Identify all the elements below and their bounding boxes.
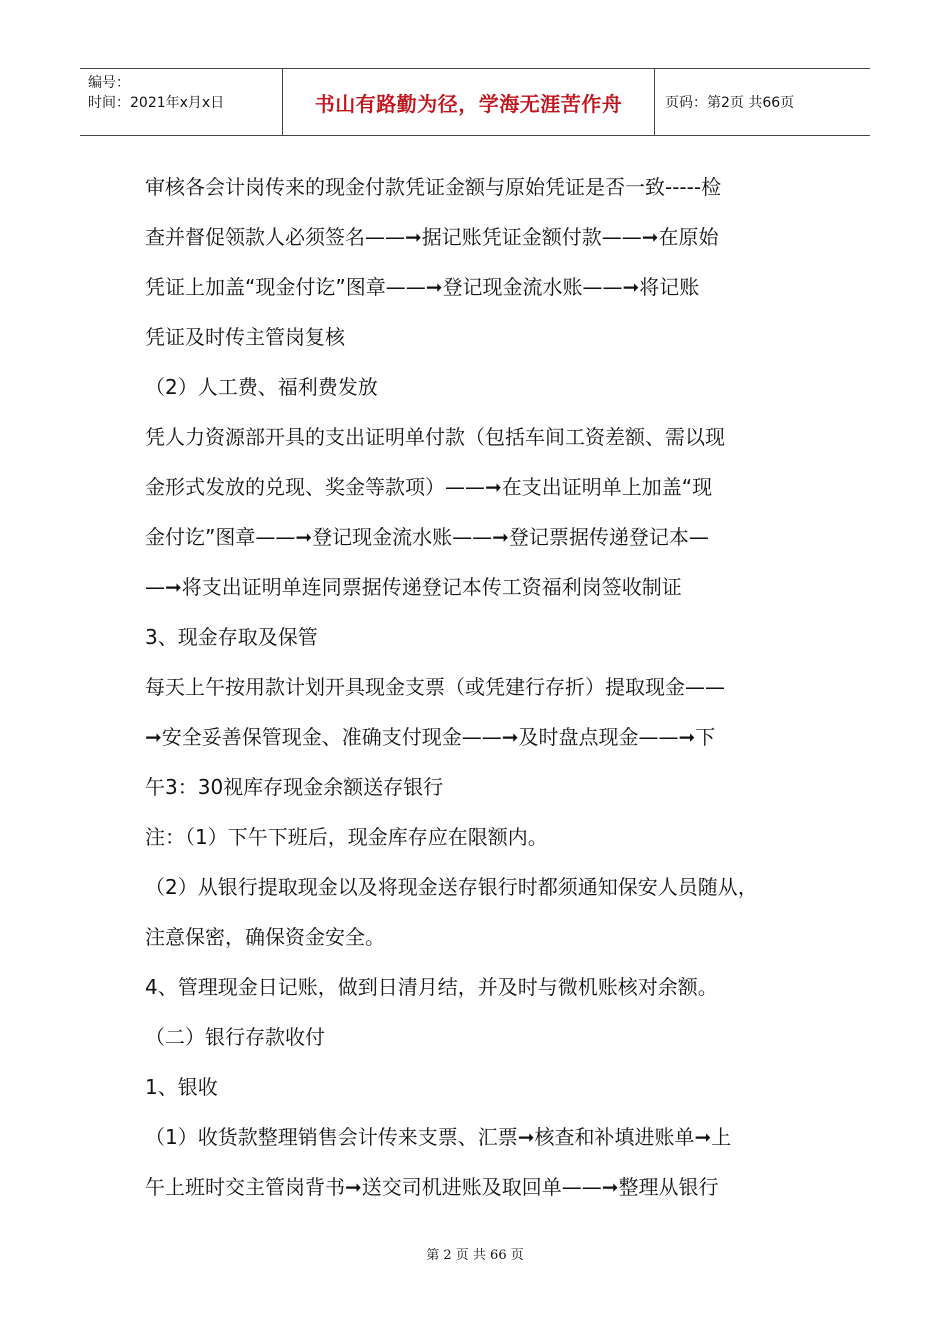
section-heading: （2）人工费、福利费发放 (145, 375, 378, 399)
body-line: （1）收货款整理销售会计传来支票、汇票➞核查和补填进账单➞上 (145, 1125, 732, 1149)
body-line: 金形式发放的兑现、奖金等款项）——➞在支出证明单上加盖“现 (145, 475, 713, 499)
document-body (145, 162, 817, 1212)
page-footer (0, 1244, 950, 1263)
header-motto: 书山有路勤为径，学海无涯苦作舟 (314, 91, 623, 116)
body-line: 凭证及时传主管岗复核 (145, 325, 345, 349)
header-meta (80, 69, 283, 135)
document-date-label: 时间：2021年x月x日 (88, 95, 225, 111)
section-heading: 3、现金存取及保管 (145, 625, 318, 649)
body-line: 凭人力资源部开具的支出证明单付款（包括车间工资差额、需以现 (145, 425, 725, 449)
note-line: 注意保密，确保资金安全。 (145, 925, 385, 949)
body-line: —➞将支出证明单连同票据传递登记本传工资福利岗签收制证 (145, 575, 682, 599)
body-line: 午上班时交主管岗背书➞送交司机进账及取回单——➞整理从银行 (145, 1175, 719, 1199)
body-line: 每天上午按用款计划开具现金支票（或凭建行存折）提取现金—— (145, 675, 725, 699)
header-page-info-cell (655, 69, 870, 135)
body-line: 审核各会计岗传来的现金付款凭证金额与原始凭证是否一致-----检 (145, 175, 722, 199)
section-heading: （二）银行存款收付 (145, 1025, 325, 1049)
note-line: 注：（1）下午下班后，现金库存应在限额内。 (145, 825, 548, 849)
note-line: （2）从银行提取现金以及将现金送存银行时都须通知保安人员随从， (145, 875, 758, 899)
footer-page-number: 第 2 页 共 66 页 (426, 1248, 524, 1263)
section-heading: 4、管理现金日记账，做到日清月结，并及时与微机账核对余额。 (145, 975, 718, 999)
document-number-label: 编号： (88, 75, 130, 91)
body-line: ➞安全妥善保管现金、准确支付现金——➞及时盘点现金——➞下 (145, 725, 716, 749)
header-page-info: 页码：第2页 共66页 (665, 95, 795, 111)
body-line: 查并督促领款人必须签名——➞据记账凭证金额付款——➞在原始 (145, 225, 719, 249)
page-header (80, 68, 870, 136)
body-line: 金付讫”图章——➞登记现金流水账——➞登记票据传递登记本— (145, 525, 709, 549)
section-heading: 1、银收 (145, 1075, 218, 1099)
header-motto-cell (283, 69, 655, 135)
body-line: 午3：30视库存现金余额送存银行 (145, 775, 444, 799)
body-line: 凭证上加盖“现金付讫”图章——➞登记现金流水账——➞将记账 (145, 275, 700, 299)
